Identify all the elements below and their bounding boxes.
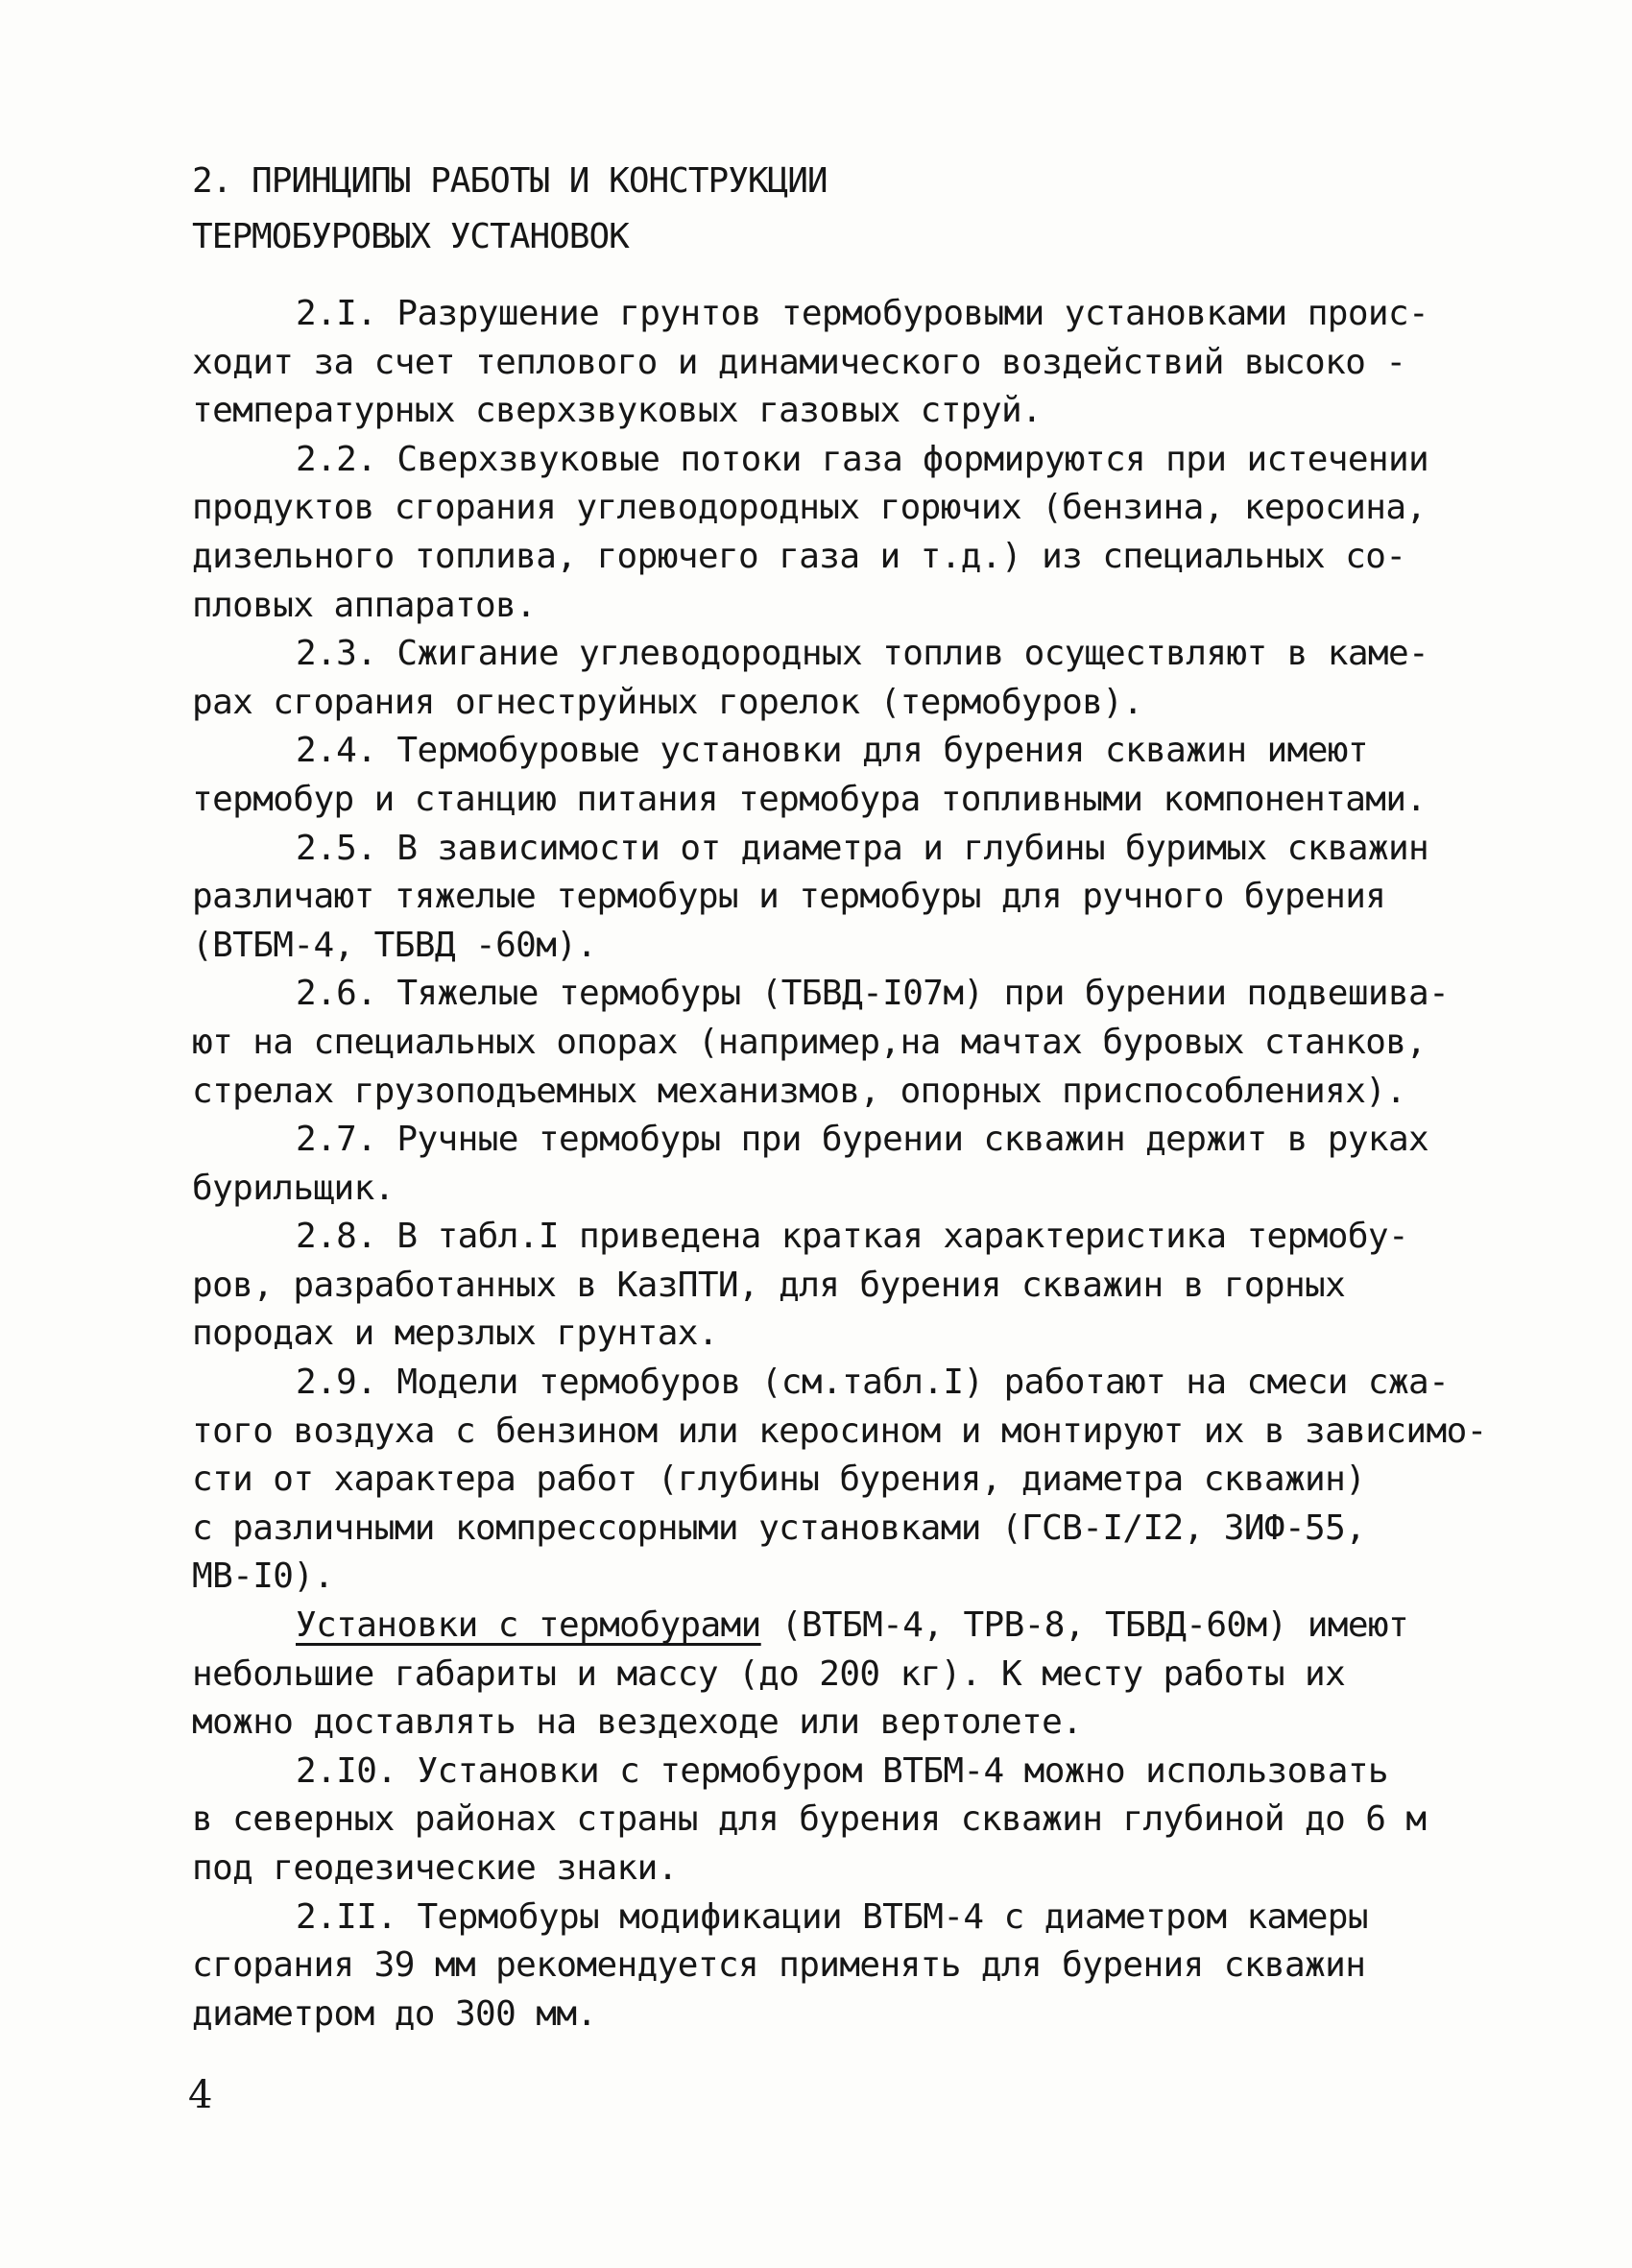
text-line: (ВТБМ-4, ТБВД -60м). [192,925,597,965]
section-heading [192,154,828,265]
text-line: в северных районах страны для бурения скважин глубиной до 6 м [192,1799,1427,1840]
text-line: продуктов сгорания углеводородных горючих (бензина, керосина, [192,488,1427,528]
text-line: рах сгорания огнеструйных горелок (термобуров). [192,682,1143,722]
text-line: 2.5. В зависимости от диаметра и глубины буримых скважин [296,828,1429,868]
text-line: 2.3. Сжигание углеводородных топлив осуществляют в каме- [296,634,1429,674]
text-line: температурных сверхзвуковых газовых струй. [192,391,1043,431]
text-line: 2.4. Термобуровые установки для бурения скважин имеют [296,731,1368,771]
text-line: пловых аппаратов. [192,585,537,625]
text-line: небольшие габариты и массу (до 200 кг). К месту работы их [192,1653,1346,1694]
text-line: породах и мерзлых грунтах. [192,1314,718,1354]
text-line: 2.II. Термобуры модификации ВТБМ-4 с диаметром камеры [296,1896,1368,1937]
text-line: сгорания 39 мм рекомендуется применять для бурения скважин [192,1945,1366,1986]
text-line: ют на специальных опорах (например,на мачтах буровых станков, [192,1022,1427,1062]
text-line: стрелах грузоподъемных механизмов, опорных приспособлениях). [192,1071,1406,1111]
text-line: можно доставлять на вездеходе или вертолете. [192,1702,1083,1743]
text-line: под геодезические знаки. [192,1848,678,1888]
text-line: ров, разработанных в КазПТИ, для бурения скважин в горных [192,1265,1346,1305]
text-line: различают тяжелые термобуры и термобуры для ручного бурения [192,877,1386,917]
heading-line-2: ТЕРМОБУРОВЫХ УСТАНОВОК [192,217,629,256]
page-number: 4 [188,2073,213,2117]
underlined-phrase: Установки с термобурами [296,1605,761,1646]
line-remainder: (ВТБМ-4, ТРВ-8, ТБВД-60м) имеют [760,1605,1409,1646]
text-line: бурильщик. [192,1168,395,1208]
text-line-with-underline [192,1602,1440,1651]
text-line: того воздуха с бензином или керосином и монтируют их в зависимо- [192,1411,1487,1451]
text-line: 2.I. Разрушение грунтов термобуровыми установками проис- [296,294,1429,333]
text-line: термобур и станцию питания термобура топливными компонентами. [192,779,1427,819]
text-line: 2.I0. Установки с термобуром ВТБМ-4 можно использовать [296,1750,1388,1791]
body-text [192,290,1487,2039]
text-line: МВ-I0). [192,1556,334,1597]
text-line: 2.7. Ручные термобуры при бурении скважин держит в руках [296,1120,1429,1160]
text-line: ходит за счет теплового и динамического воздействий высоко - [192,342,1406,382]
text-line: сти от характера работ (глубины бурения, диаметра скважин) [192,1460,1366,1500]
text-line: 2.2. Сверхзвуковые потоки газа формируются при истечении [296,439,1429,479]
text-line: диаметром до 300 мм. [192,1993,597,2034]
heading-line-1: 2. ПРИНЦИПЫ РАБОТЫ И КОНСТРУКЦИИ [192,161,828,201]
text-line: дизельного топлива, горючего газа и т.д.) из специальных со- [192,536,1406,576]
text-line: с различными компрессорными установками (ГСВ-I/I2, ЗИФ-55, [192,1508,1366,1548]
text-line: 2.9. Модели термобуров (см.табл.I) работают на смеси сжа- [296,1363,1450,1403]
text-line: 2.8. В табл.I приведена краткая характеристика термобу- [296,1217,1409,1257]
text-line: 2.6. Тяжелые термобуры (ТБВД-I07м) при бурении подвешива- [296,974,1450,1014]
